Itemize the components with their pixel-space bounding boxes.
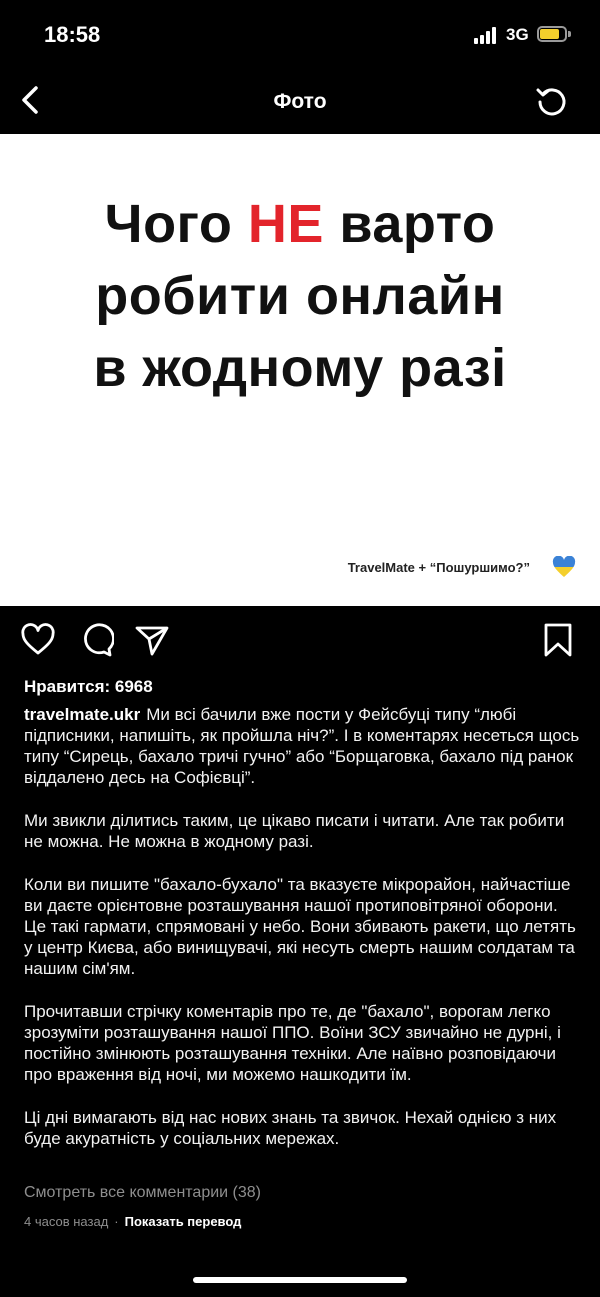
headline-accent: НЕ bbox=[247, 194, 324, 254]
headline-line-1 bbox=[0, 188, 600, 260]
caption-paragraph: Прочитавши стрічку коментарів про те, де "бахало", ворогам легко зрозуміти розташування нашої ППО. Воїни ЗСУ звичайно не дурні, і постійно змінюють розташування техніки. Але наївно розповідаючи про враження від ночі, ми можемо нашкодити їм. bbox=[24, 1002, 561, 1084]
caption-paragraph: Коли ви пишите "бахало-бухало" та вказуєте мікрорайон, найчастіше ви даєте орієнтовне розташування нашої протиповітряної оборони. Це такі гармати, спрямовані у небо. Вони збивають ракети, що летять у центр Києва, або винищувачі, які несуть смерть нашим солдатам та нашим сім'ям. bbox=[24, 875, 576, 978]
meta-separator: · bbox=[114, 1214, 119, 1229]
battery-level bbox=[540, 29, 559, 39]
post-meta bbox=[24, 1214, 241, 1229]
nav-bar bbox=[0, 70, 600, 134]
caption-text: Ми всі бачили вже пости у Фейсбуці типу “любі підписники, напишіть, як пройшла ніч?”. І в коментарях несеться щось типу “Сирець, бахало тричі гучно” або “Борщаговка, бахало під ранок віддалено десь на Софієвці”. bbox=[24, 705, 580, 787]
status-bar bbox=[0, 0, 600, 70]
refresh-icon[interactable] bbox=[534, 84, 570, 120]
post-photo[interactable] bbox=[0, 134, 600, 606]
bookmark-icon[interactable] bbox=[540, 622, 576, 658]
headline-line-2: робити онлайн bbox=[95, 266, 505, 326]
headline-line-3: в жодному разі bbox=[93, 338, 507, 398]
post-caption bbox=[24, 704, 580, 1171]
headline-text: Чого bbox=[104, 194, 248, 254]
share-icon[interactable] bbox=[134, 622, 170, 658]
network-type: 3G bbox=[506, 25, 529, 44]
ukraine-heart-icon bbox=[552, 556, 576, 578]
heart-icon[interactable] bbox=[20, 622, 56, 658]
caption-paragraph: Ці дні вимагають від нас нових знань та звичок. Нехай однією з них буде акуратність у соціальних мережах. bbox=[24, 1108, 557, 1148]
post-actions bbox=[0, 622, 600, 662]
signal-icon bbox=[474, 26, 500, 44]
home-indicator[interactable] bbox=[193, 1277, 407, 1283]
battery-cap bbox=[568, 31, 571, 37]
post-time: 4 часов назад bbox=[24, 1214, 109, 1229]
status-time: 18:58 bbox=[44, 22, 101, 47]
headline-text: варто bbox=[323, 194, 496, 254]
caption-paragraph: Ми звикли ділитись таким, це цікаво писати і читати. Але так робити не можна. Не можна в жодному разі. bbox=[24, 811, 565, 851]
comment-icon[interactable] bbox=[78, 622, 114, 658]
page-title: Фото bbox=[273, 90, 327, 113]
battery-icon bbox=[537, 26, 567, 42]
photo-headline bbox=[0, 188, 600, 404]
photo-footer: TravelMate + “Пошуршимо?” bbox=[347, 560, 530, 575]
view-comments-link[interactable]: Смотреть все комментарии (38) bbox=[24, 1184, 261, 1201]
caption-paragraph bbox=[24, 704, 580, 788]
likes-count[interactable]: Нравится: 6968 bbox=[24, 677, 153, 696]
translate-link[interactable]: Показать перевод bbox=[124, 1214, 242, 1229]
caption-username[interactable]: travelmate.ukr bbox=[24, 705, 141, 724]
